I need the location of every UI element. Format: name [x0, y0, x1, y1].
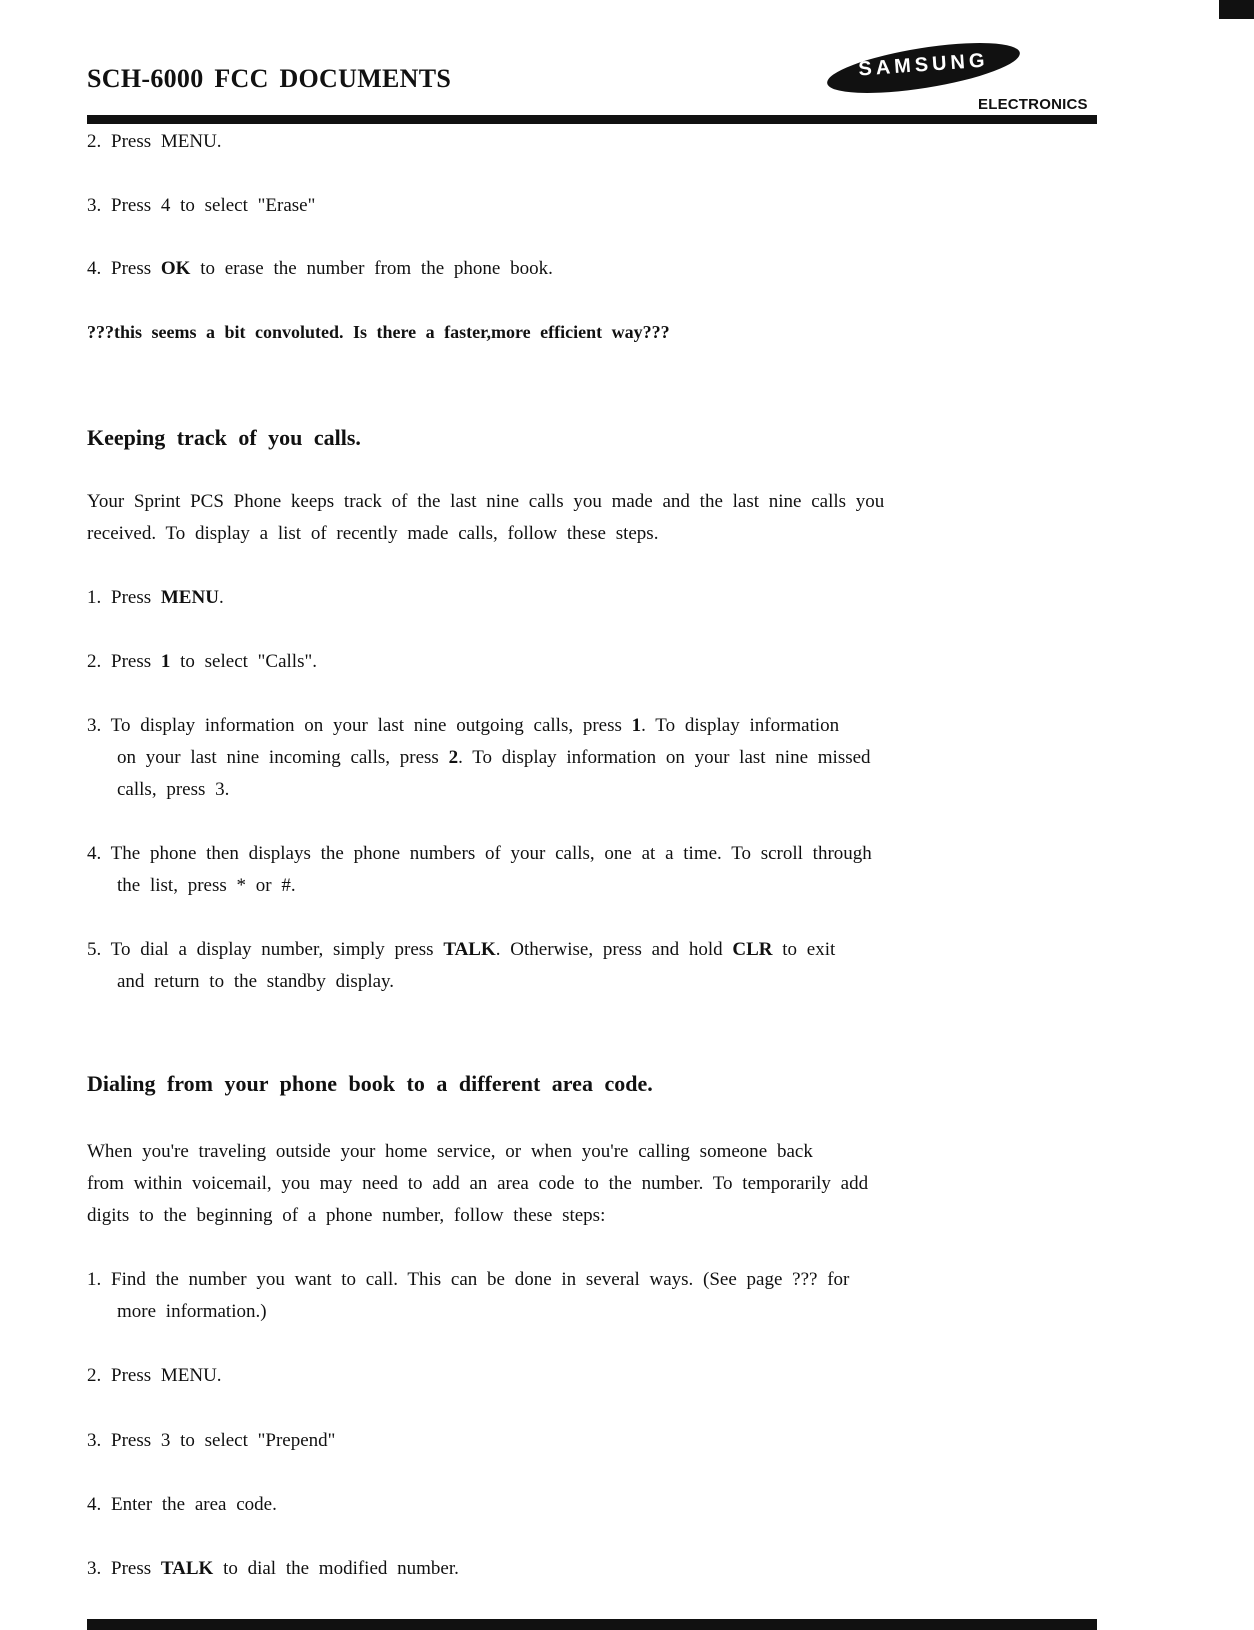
section-heading: Dialing from your phone book to a different area code. — [87, 1071, 653, 1096]
list-item — [87, 1494, 277, 1516]
item-text-post: to select "Calls". — [170, 651, 317, 672]
item-number: 3. — [87, 195, 102, 216]
list-item-continuation: and return to the standby display. — [117, 971, 395, 992]
item-number: 3. — [87, 715, 102, 736]
key-label: 2 — [448, 747, 459, 768]
list-item — [87, 715, 839, 737]
list-item — [87, 1269, 849, 1291]
section-heading: Keeping track of you calls. — [87, 425, 361, 450]
list-item — [87, 258, 553, 280]
key-label: TALK — [443, 939, 496, 960]
item-text-mid: . Otherwise, press and hold — [495, 939, 733, 960]
item-text-pre: To dial a display number, simply press — [110, 939, 444, 960]
paragraph-line: When you're traveling outside your home service, or when you're calling someone back — [87, 1141, 813, 1162]
item-number: 4. — [87, 258, 102, 279]
item-text: Press 3 to select "Prepend" — [111, 1430, 336, 1451]
item-text-post: . To display information — [641, 715, 840, 736]
key-label: TALK — [160, 1558, 214, 1579]
paragraph-line: Your Sprint PCS Phone keeps track of the last nine calls you made and the last nine calls you — [87, 491, 885, 512]
item-number: 4. — [87, 843, 102, 864]
header-rule — [87, 115, 1097, 124]
item-text-post: . — [218, 587, 224, 608]
item-text-pre: Press — [111, 258, 161, 279]
samsung-logo — [826, 44, 1021, 92]
item-number: 3. — [87, 1430, 102, 1451]
editor-note: ???this seems a bit convoluted. Is there a faster,more efficient way??? — [87, 322, 670, 342]
item-text-pre: Press — [111, 587, 161, 608]
paragraph-line: received. To display a list of recently made calls, follow these steps. — [87, 523, 659, 544]
paragraph-line: digits to the beginning of a phone number, follow these steps: — [87, 1205, 606, 1226]
item-number: 1. — [87, 1269, 102, 1290]
list-item — [87, 587, 224, 609]
footer-rule — [87, 1619, 1097, 1630]
item-number: 1. — [87, 587, 102, 608]
item-text: Press 4 to select "Erase" — [111, 195, 316, 216]
key-label: 1 — [631, 715, 642, 736]
list-item — [87, 939, 835, 961]
list-item-continuation: more information.) — [117, 1301, 267, 1322]
list-item-continuation: calls, press 3. — [117, 779, 230, 800]
scan-corner-mark — [1219, 0, 1254, 19]
item-text-post: to exit — [772, 939, 836, 960]
document-title: SCH-6000 FCC DOCUMENTS — [87, 64, 452, 93]
list-item — [87, 1430, 335, 1452]
key-label: 1 — [160, 651, 171, 672]
item-number: 5. — [87, 939, 102, 960]
item-number: 2. — [87, 131, 102, 152]
item-text: Enter the area code. — [111, 1494, 277, 1515]
item-text-pre: Press — [111, 651, 161, 672]
item-text: Find the number you want to call. This can be done in several ways. (See page ??? for — [111, 1269, 850, 1290]
item-text: Press MENU. — [111, 131, 222, 152]
list-item — [87, 131, 222, 153]
item-text: Press MENU. — [111, 1365, 222, 1386]
item-text-pre: To display information on your last nine outgoing calls, press — [110, 715, 632, 736]
item-number: 3. — [87, 1558, 102, 1579]
list-item — [87, 843, 872, 865]
logo-wordmark: SAMSUNG — [857, 49, 990, 81]
list-item — [87, 1558, 459, 1580]
list-item-continuation — [117, 747, 871, 769]
paragraph-line: from within voicemail, you may need to add an area code to the number. To temporarily add — [87, 1173, 869, 1194]
key-label: OK — [160, 258, 191, 279]
item-text-post: to dial the modified number. — [213, 1558, 459, 1579]
item-text-post: . To display information on your last nine missed — [458, 747, 871, 768]
list-item — [87, 195, 315, 217]
item-text: The phone then displays the phone numbers of your calls, one at a time. To scroll through — [110, 843, 872, 864]
logo-subtext: ELECTRONICS — [978, 96, 1088, 113]
list-item — [87, 1365, 222, 1387]
item-text-post: to erase the number from the phone book. — [190, 258, 553, 279]
item-text-pre: Press — [111, 1558, 161, 1579]
list-item-continuation: the list, press * or #. — [117, 875, 296, 896]
item-number: 4. — [87, 1494, 102, 1515]
item-text-pre: on your last nine incoming calls, press — [117, 747, 449, 768]
key-label: CLR — [732, 939, 773, 960]
list-item — [87, 651, 317, 673]
item-number: 2. — [87, 1365, 102, 1386]
item-number: 2. — [87, 651, 102, 672]
key-label: MENU — [160, 587, 219, 608]
